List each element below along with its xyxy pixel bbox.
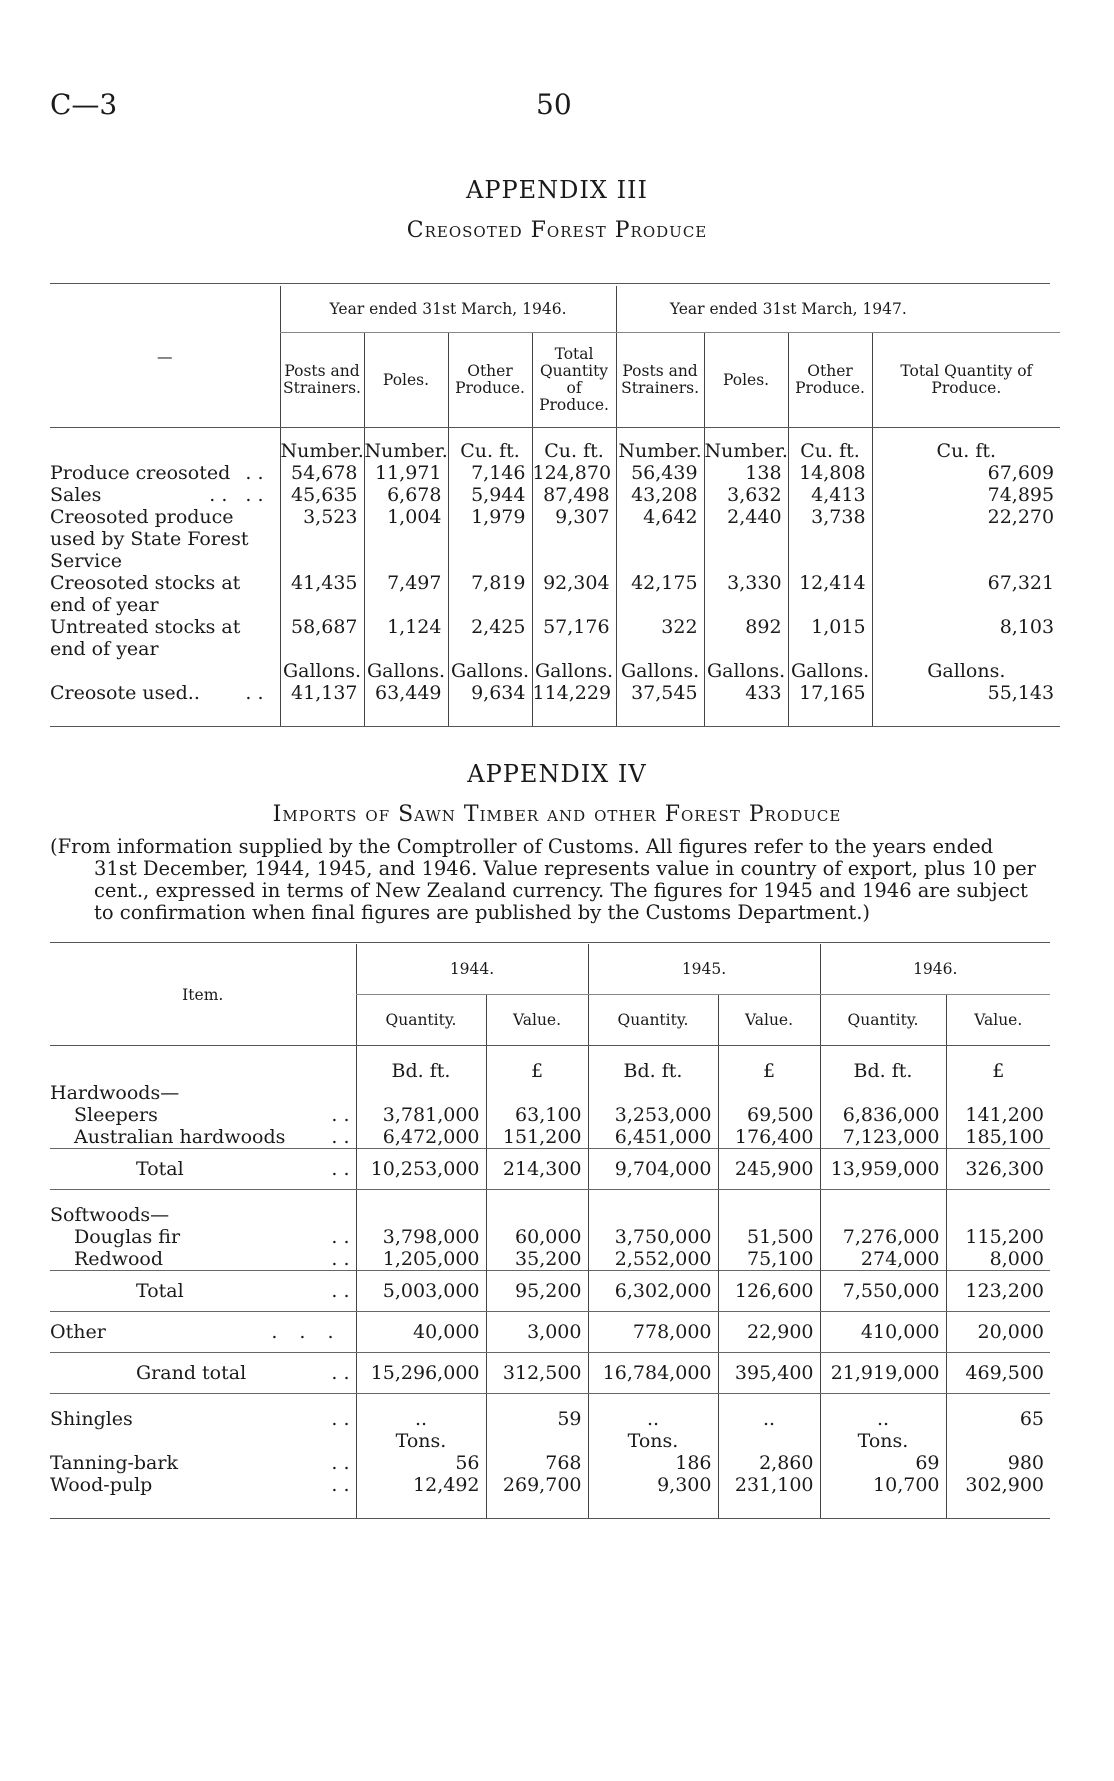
col-total: Total Quantity of Produce. <box>872 333 1060 428</box>
group-label: Hardwoods— <box>50 1082 1050 1104</box>
table-row: Sleepers .. 3,781,000 63,100 3,253,000 69,500 6,836,000 141,200 <box>50 1104 1050 1126</box>
table-row: Douglas fir .. 3,798,000 60,000 3,750,000 51,500 7,276,000 115,200 <box>50 1226 1050 1248</box>
col-other: Other Produce. <box>448 333 532 428</box>
col-value: Value. <box>718 995 820 1046</box>
group-label: Softwoods— <box>50 1204 1050 1226</box>
appendix-3-subtitle: Creosoted Forest Produce <box>406 218 708 243</box>
table-row: Australian hardwoods .. 6,472,000 151,200 6,451,000 176,400 7,123,000 185,100 <box>50 1126 1050 1149</box>
table-row: Creosoted produce used by State Forest Service 3,523 1,004 1,979 9,307 4,642 2,440 3,738 22,270 <box>50 506 1060 572</box>
grand-total-row: Grand total .. 15,296,000 312,500 16,784,000 395,400 21,919,000 469,500 <box>50 1353 1050 1394</box>
stub-header: — <box>50 286 280 428</box>
table-row: Untreated stocks at end of year 58,687 1,124 2,425 57,176 322 892 1,015 8,103 <box>50 616 1060 660</box>
divider <box>50 942 1050 943</box>
table-row: Redwood .. 1,205,000 35,200 2,552,000 75,100 274,000 8,000 <box>50 1248 1050 1271</box>
col-quantity: Quantity. <box>820 995 946 1046</box>
units-row: Bd. ft. £ Bd. ft. £ Bd. ft. £ <box>50 1060 1050 1082</box>
col-value: Value. <box>946 995 1050 1046</box>
year-1946-header: Year ended 31st March, 1946. <box>280 286 616 333</box>
col-total: Total Quantity of Produce. <box>532 333 616 428</box>
year-1946-header: 1946. <box>820 944 1050 995</box>
imports-table <box>50 944 1050 1519</box>
col-posts: Posts and Strainers. <box>616 333 704 428</box>
divider <box>50 283 1050 284</box>
page-number: 50 <box>536 88 572 121</box>
appendix-4-title: APPENDIX IV <box>467 760 647 788</box>
creosoted-produce-table <box>50 286 1060 727</box>
table-row: Shingles .. .. 59 .. .. .. 65 <box>50 1408 1050 1430</box>
col-value: Value. <box>486 995 588 1046</box>
col-quantity: Quantity. <box>588 995 718 1046</box>
total-row: Total .. 10,253,000 214,300 9,704,000 245,900 13,959,000 326,300 <box>50 1149 1050 1190</box>
units-row: Gallons. Gallons. Gallons. Gallons. Gallons. Gallons. Gallons. Gallons. <box>50 660 1060 682</box>
col-poles: Poles. <box>704 333 788 428</box>
col-posts: Posts and Strainers. <box>280 333 364 428</box>
units-row: Number. Number. Cu. ft. Cu. ft. Number. Number. Cu. ft. Cu. ft. <box>50 440 1060 462</box>
table-row: Creosoted stocks at end of year 41,435 7,497 7,819 92,304 42,175 3,330 12,414 67,321 <box>50 572 1060 616</box>
appendix-4-subtitle: Imports of Sawn Timber and other Forest Produce <box>272 802 842 827</box>
year-1947-header: Year ended 31st March, 1947. <box>616 286 960 333</box>
table-row: Produce creosoted .. 54,678 11,971 7,146 124,870 56,439 138 14,808 67,609 <box>50 462 1060 484</box>
table-row: Wood-pulp .. 12,492 269,700 9,300 231,100 10,700 302,900 <box>50 1474 1050 1519</box>
appendix-3-title: APPENDIX III <box>465 176 649 204</box>
appendix-4-note: (From information supplied by the Comptroller of Customs. All figures refer to the years ended 31st December, 1944, 1945, and 1946. Value represents value in country of export, plus 10 per cent., expressed in terms of New Zealand currency. The figures for 1945 and 1946 are subject to confirmation when final figures are published by the Customs Department.) <box>50 835 1036 924</box>
total-row: Total .. 5,003,000 95,200 6,302,000 126,600 7,550,000 123,200 <box>50 1271 1050 1312</box>
document-code: C—3 <box>50 88 118 121</box>
units-row: Tons. Tons. Tons. <box>50 1430 1050 1452</box>
item-header: Item. <box>50 944 356 1046</box>
table-row: Sales .. .. 45,635 6,678 5,944 87,498 43,208 3,632 4,413 74,895 <box>50 484 1060 506</box>
year-1945-header: 1945. <box>588 944 820 995</box>
col-poles: Poles. <box>364 333 448 428</box>
table-row: Tanning-bark .. 56 768 186 2,860 69 980 <box>50 1452 1050 1474</box>
col-quantity: Quantity. <box>356 995 486 1046</box>
table-row: Creosote used.. .. 41,137 63,449 9,634 114,229 37,545 433 17,165 55,143 <box>50 682 1060 727</box>
col-other: Other Produce. <box>788 333 872 428</box>
year-1944-header: 1944. <box>356 944 588 995</box>
table-row: Other ... 40,000 3,000 778,000 22,900 410,000 20,000 <box>50 1312 1050 1353</box>
